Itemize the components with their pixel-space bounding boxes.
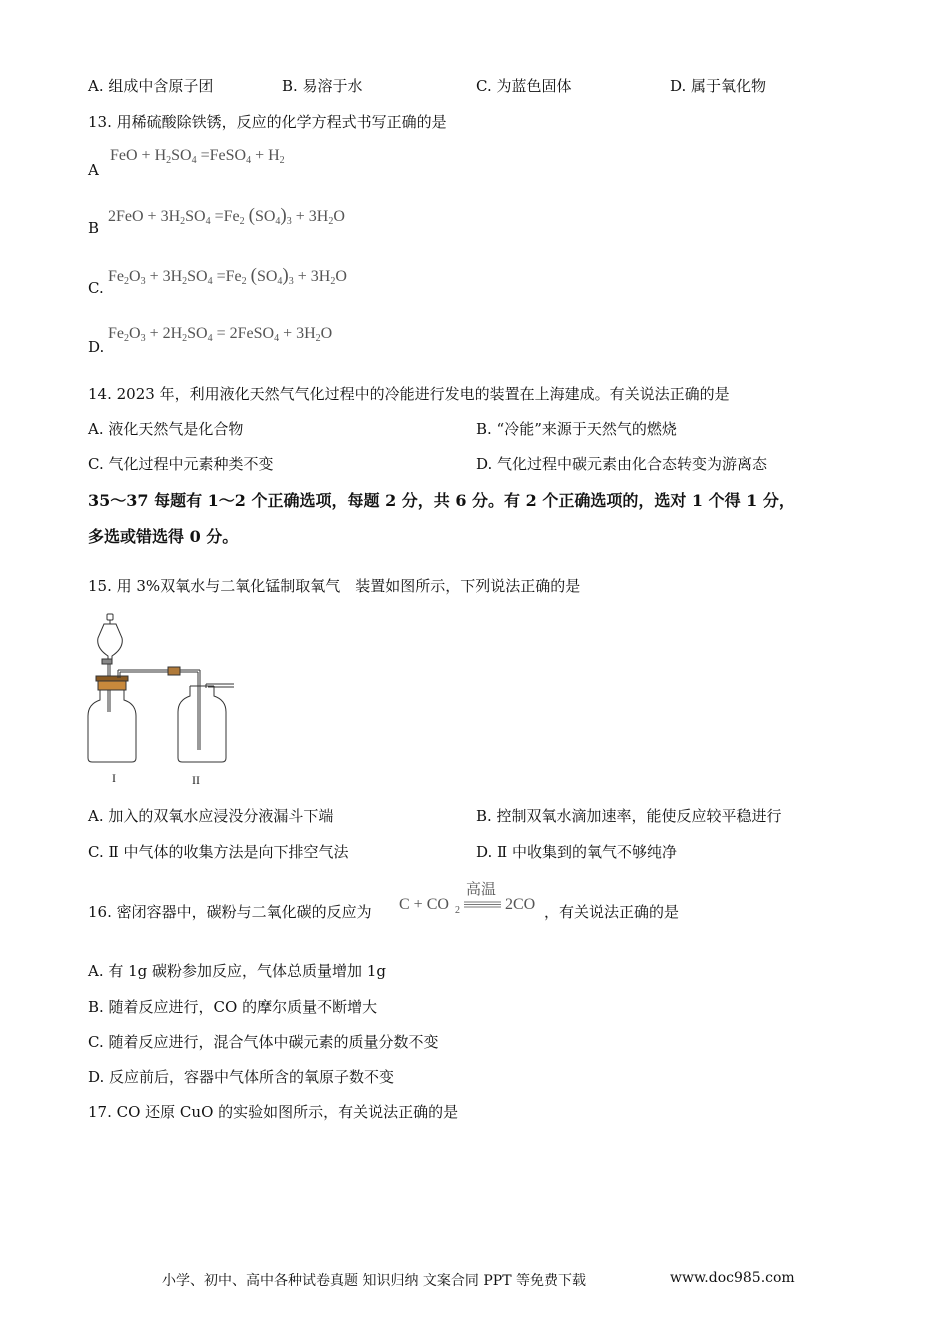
q15-stem: 15. 用 3%双氧水与二氧化锰制取氧气 装置如图所示，下列说法正确的是: [88, 577, 581, 595]
q16-stem-post: ，有关说法正确的是: [544, 903, 680, 921]
q15-figure-label-i: I: [112, 771, 116, 785]
q14-option-c: C. 气化过程中元素种类不变: [88, 455, 274, 473]
q14-stem: 14. 2023 年，利用液化天然气气化过程中的冷能进行发电的装置在上海建成。有关说法正确的是: [88, 385, 730, 403]
q15-figure-label-ii: II: [192, 773, 200, 787]
q15-option-c: C. Ⅱ 中气体的收集方法是向下排空气法: [88, 843, 349, 861]
q14-option-d: D. 气化过程中碳元素由化合态转变为游离态: [476, 455, 768, 473]
q13-label-c: C.: [88, 279, 104, 297]
q14-option-a: A. 液化天然气是化合物: [88, 420, 244, 438]
q12-option-b: B. 易溶于水: [282, 77, 363, 95]
q12-option-d: D. 属于氧化物: [670, 77, 767, 95]
q16-reaction-condition: 高温: [466, 880, 497, 898]
q15-option-d: D. Ⅱ 中收集到的氧气不够纯净: [476, 843, 677, 861]
q15-option-a: A. 加入的双氧水应浸没分液漏斗下端: [88, 807, 334, 825]
footer-url: www.doc985.com: [670, 1270, 795, 1286]
q16-option-a: A. 有 1g 碳粉参加反应，气体总质量增加 1g: [88, 962, 386, 980]
svg-text:C + CO: C + CO: [399, 896, 449, 913]
q13-stem: 13. 用稀硫酸除铁锈，反应的化学方程式书写正确的是: [88, 113, 447, 131]
q16-option-b: B. 随着反应进行，CO 的摩尔质量不断增大: [88, 998, 378, 1016]
q16-reaction-equation: [397, 878, 547, 918]
q16-option-c: C. 随着反应进行，混合气体中碳元素的质量分数不变: [88, 1033, 439, 1051]
q13-equation-c: $Fe_2O_3 + 3H_2SO_4 =Fe_2$ $(SO_4)_3 + 3H_2O$: [108, 265, 347, 287]
q13-label-a: A: [88, 161, 99, 179]
q14-option-b: B. “冷能”来源于天然气的燃烧: [476, 420, 677, 438]
q13-equation-a: FeO + $H_2SO_4$ =FeSO$_4$ + $H_2$: [110, 147, 285, 166]
q12-option-a: A. 组成中含原子团: [88, 77, 214, 95]
svg-text:2CO: 2CO: [505, 896, 536, 913]
q16-option-d: D. 反应前后，容器中气体所含的氧原子数不变: [88, 1068, 395, 1086]
q13-equation-b: $2FeO + 3H_2SO_4 =Fe_2$ $(SO_4)_3 + 3H_2O$: [108, 205, 345, 227]
svg-text:2: 2: [455, 905, 460, 916]
q13-label-d: D.: [88, 338, 105, 356]
q12-option-c: C. 为蓝色固体: [476, 77, 572, 95]
footer-text: 小学、初中、高中各种试卷真题 知识归纳 文案合同 PPT 等免费下载: [162, 1273, 586, 1289]
q17-stem: 17. CO 还原 CuO 的实验如图所示，有关说法正确的是: [88, 1103, 459, 1121]
q13-equation-d: $Fe_2O_3 + 2H_2SO_4$ = 2FeSO$_4$ + $3H_2O$: [108, 325, 333, 344]
section-instruction-line2: 多选或错选得 0 分。: [88, 527, 239, 546]
q15-apparatus-diagram: [82, 612, 242, 788]
q16-stem-pre: 16. 密闭容器中，碳粉与二氧化碳的反应为: [88, 903, 372, 921]
q15-option-b: B. 控制双氧水滴加速率，能使反应较平稳进行: [476, 807, 782, 825]
section-instruction-line1: 35～37 每题有 1～2 个正确选项，每题 2 分，共 6 分。有 2 个正确选项的，选对 1 个得 1 分，: [88, 491, 795, 510]
q13-label-b: B: [88, 219, 100, 237]
